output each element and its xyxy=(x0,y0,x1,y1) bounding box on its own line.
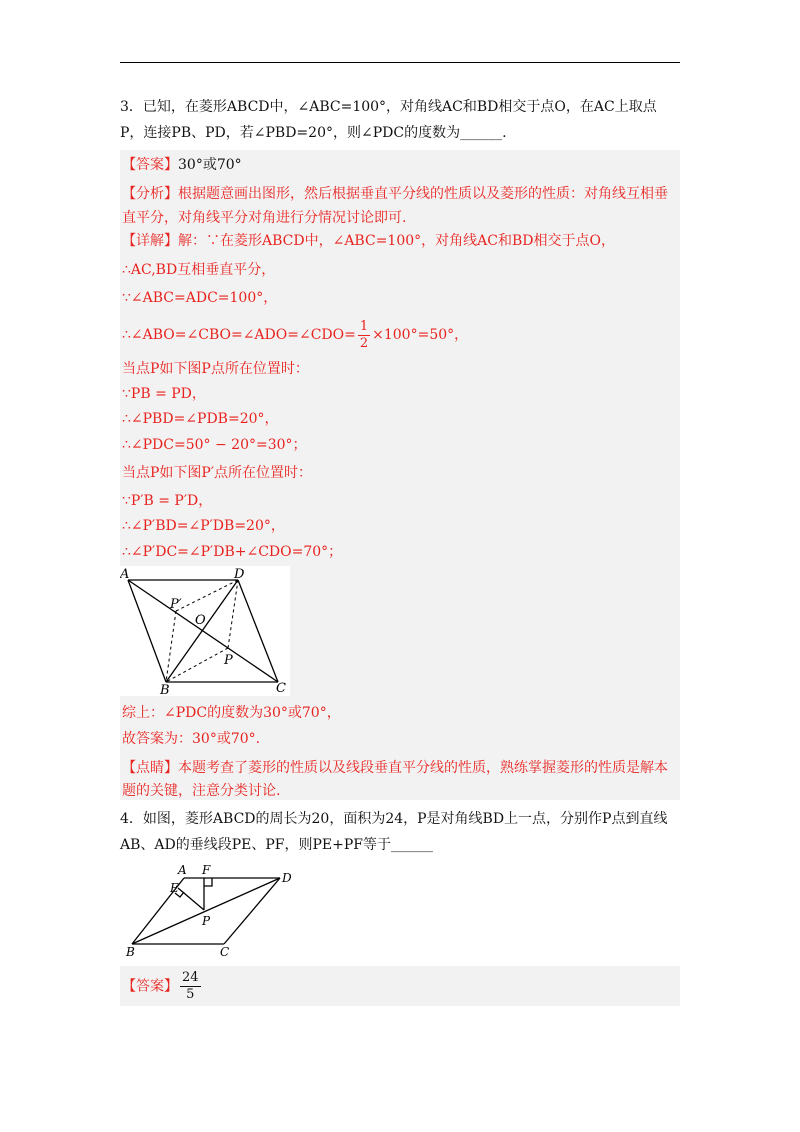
label-o: O xyxy=(195,613,206,628)
detail-line-4-post: ×100°=50°， xyxy=(372,327,469,343)
label-p-q4: P xyxy=(202,914,211,928)
label-c: C xyxy=(276,681,286,696)
comment-line-2: 题的关键，注意分类讨论. xyxy=(122,783,281,799)
answer-fraction-q4 xyxy=(180,970,201,1003)
question-4-line-1: 4．如图，菱形ABCD的周长为20，面积为24，P是对角线BD上一点，分别作P点到直线 xyxy=(120,811,668,827)
rhombus-figure-q4 xyxy=(120,862,310,962)
label-d: D xyxy=(234,567,245,582)
case-1-line-2: ∴∠PBD=∠PDB=20°， xyxy=(122,411,279,427)
case-2-line-1: ∵P′B = P′D， xyxy=(122,493,213,509)
answer-line-q3 xyxy=(122,154,242,176)
answer-tag: 【答案】 xyxy=(122,157,178,173)
right-angle-f xyxy=(204,878,212,886)
figure-background xyxy=(120,566,290,696)
label-b: B xyxy=(160,683,170,696)
label-p: P xyxy=(224,653,233,668)
fraction-numerator: 1 xyxy=(359,318,369,334)
fraction-half xyxy=(358,319,370,352)
rhombus-figure-q3 xyxy=(120,566,290,696)
comment-line-1: 【点睛】本题考查了菱形的性质以及线段垂直平分线的性质，熟练掌握菱形的性质是解本 xyxy=(122,760,668,776)
answer-value: 30°或70° xyxy=(178,157,242,173)
final-answer-line: 故答案为：30°或70°. xyxy=(122,731,261,747)
case-2-line-3: ∴∠P′DC=∠P′DB+∠CDO=70°； xyxy=(122,544,343,560)
label-c-q4: C xyxy=(220,945,230,959)
label-f-q4: F xyxy=(202,863,211,877)
case-1-line-1: ∵PB = PD， xyxy=(122,386,206,402)
question-4 xyxy=(120,806,680,858)
label-a-q4: A xyxy=(178,863,187,877)
case-1-line-3: ∴∠PDC=50° − 20°=30°； xyxy=(122,437,307,453)
perpendicular-pe xyxy=(178,888,204,910)
case-2-line-2: ∴∠P′BD=∠P′DB=20°， xyxy=(122,518,285,534)
label-p-prime: P′ xyxy=(170,597,182,612)
detail-line-4-pre: ∴∠ABO=∠CBO=∠ADO=∠CDO= xyxy=(122,327,356,343)
case-2-title: 当点P如下图P′点所在位置时： xyxy=(122,465,313,481)
question-3-line-1: 3．已知，在菱形ABCD中，∠ABC=100°，对角线AC和BD相交于点O，在AC上取点 xyxy=(120,99,657,115)
question-3-line-2: P，连接PB、PD，若∠PBD=20°，则∠PDC的度数为______. xyxy=(120,125,507,141)
label-e-q4: E xyxy=(170,881,179,895)
label-b-q4: B xyxy=(126,945,135,959)
label-a: A xyxy=(120,567,130,582)
label-d-q4: D xyxy=(282,871,292,885)
answer-tag-q4: 【答案】 xyxy=(122,978,178,995)
answer-line-q4 xyxy=(122,970,203,1003)
analysis-line-2: 直平分，对角线平分对角进行分情况讨论即可. xyxy=(122,210,407,226)
question-4-line-2: AB、AD的垂线段PE、PF，则PE+PF等于______ xyxy=(120,837,434,853)
detail-line-4 xyxy=(122,317,468,353)
question-3 xyxy=(120,94,680,146)
side-dc-q4 xyxy=(224,878,280,944)
detail-line-2: ∴AC,BD互相垂直平分， xyxy=(122,262,276,278)
detail-line-3: ∵∠ABC=ADC=100°， xyxy=(122,290,278,306)
header-rule xyxy=(120,62,680,63)
answer-block-q4 xyxy=(120,966,680,1006)
answer-denominator-q4: 5 xyxy=(186,987,195,1002)
summary-line: 综上：∠PDC的度数为30°或70°， xyxy=(122,705,341,721)
analysis-line-1: 【分析】根据题意画出图形，然后根据垂直平分线的性质以及菱形的性质：对角线互相垂 xyxy=(122,186,668,202)
diagonal-bd-q4 xyxy=(132,878,280,944)
answer-numerator-q4: 24 xyxy=(182,970,199,985)
fraction-denominator: 2 xyxy=(359,335,369,351)
detail-line-1: 【详解】解：∵在菱形ABCD中，∠ABC=100°，对角线AC和BD相交于点O， xyxy=(122,233,615,249)
case-1-title: 当点P如下图P点所在位置时： xyxy=(122,361,309,377)
